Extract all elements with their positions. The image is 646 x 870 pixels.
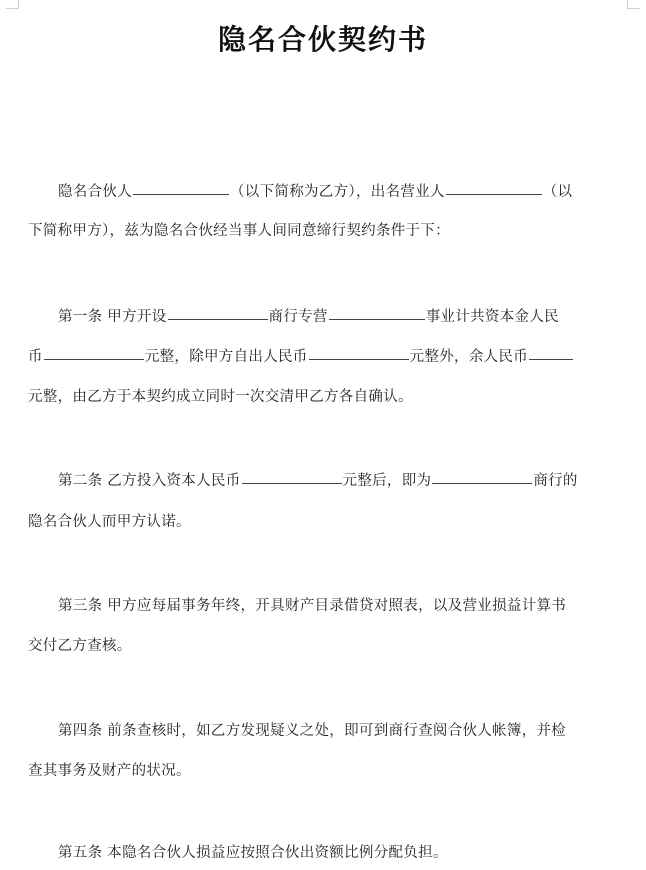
partyA-capital-blank[interactable] [309, 345, 409, 360]
intro-line-2: 下简称甲方），兹为隐名合伙经当事人间同意缔行契约条件于下： [28, 223, 450, 239]
article-1-line-2 [28, 345, 574, 366]
article-1-line-1 [58, 305, 559, 326]
intro-line-1 [58, 180, 572, 201]
article-2-text-a: 第二条 乙方投入资本人民币 [58, 473, 241, 489]
page-corner-mark-left [6, 0, 19, 9]
article-1-line-3: 元整，由乙方于本契约成立同时一次交清甲乙方各自确认。 [28, 389, 413, 405]
article-4-line-1: 第四条 前条查核时，如乙方发现疑义之处，即可到商行查阅合伙人帐簿，并检 [58, 723, 567, 739]
article-2-line-2: 隐名合伙人而甲方认诺。 [28, 514, 191, 530]
article-1-text-f: 元整外，余人民币 [409, 349, 529, 365]
shop-name-blank[interactable] [168, 305, 268, 320]
remaining-capital-blank[interactable] [529, 345, 573, 360]
article-4-line-2: 查其事务及财产的状况。 [28, 763, 191, 779]
article-1-text-a: 第一条 甲方开设 [58, 309, 167, 325]
article-3-line-2: 交付乙方查核。 [28, 638, 132, 654]
silent-partner-name-blank[interactable] [133, 180, 229, 195]
intro-text-a: 隐名合伙人 [58, 184, 132, 200]
article-2-text-c: 商行的 [533, 473, 578, 489]
article-2-line-1 [58, 469, 578, 490]
partyB-investment-blank[interactable] [242, 469, 342, 484]
article-5-line-1: 第五条 本隐名合伙人损益应按照合伙出资额比例分配负担。 [58, 845, 448, 861]
total-capital-blank[interactable] [44, 345, 144, 360]
business-type-blank[interactable] [329, 305, 425, 320]
document-title: 隐名合伙契约书 [217, 23, 428, 56]
article-1-text-e: 元整，除甲方自出人民币 [144, 349, 308, 365]
intro-text-c: （以 [542, 184, 573, 200]
shop-name-blank-2[interactable] [432, 469, 532, 484]
article-3-line-1: 第三条 甲方应每届事务年终，开具财产目录借贷对照表，以及营业损益计算书 [58, 598, 567, 614]
page-corner-mark-right [627, 0, 640, 9]
active-partner-name-blank[interactable] [446, 180, 542, 195]
intro-text-b: （以下简称为乙方），出名营业人 [230, 184, 445, 200]
article-1-text-d: 币 [28, 349, 43, 365]
article-1-text-c: 事业计共资本金人民 [425, 309, 559, 325]
article-1-text-b: 商行专营 [268, 309, 328, 325]
article-2-text-b: 元整后，即为 [342, 473, 432, 489]
